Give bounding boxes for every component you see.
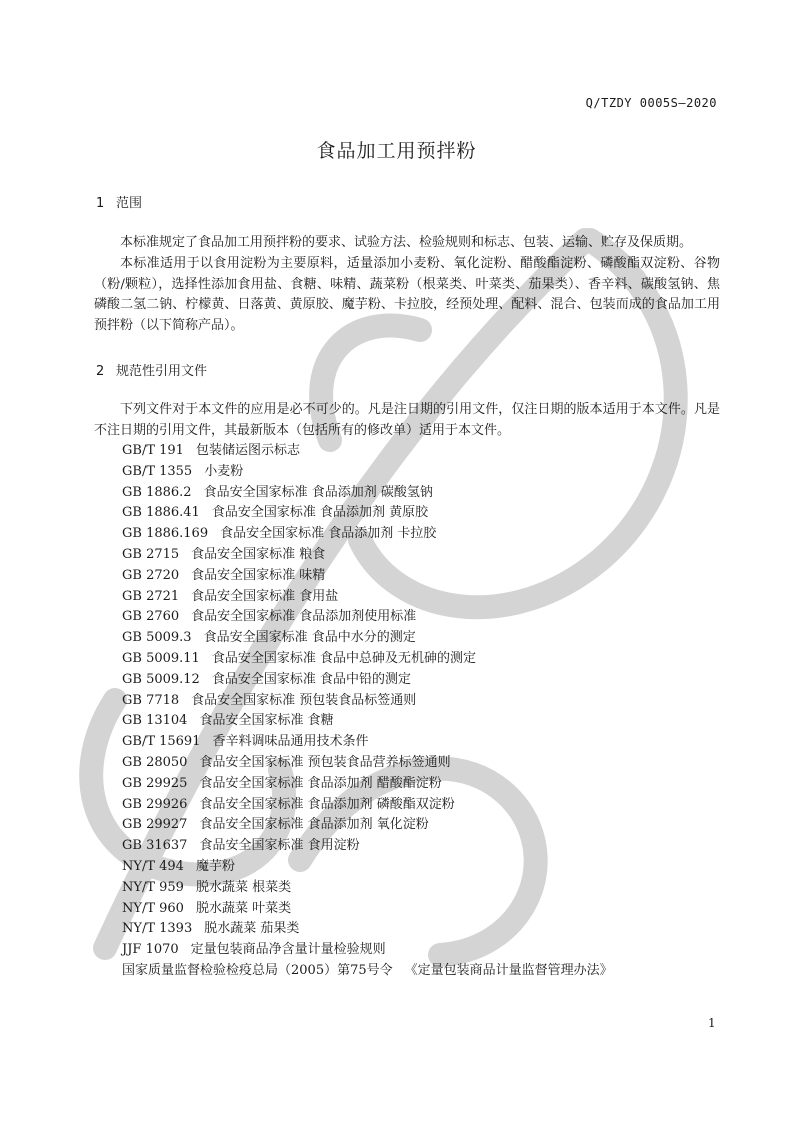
reference-item <box>122 753 613 774</box>
reference-item <box>122 961 613 982</box>
reference-item <box>122 711 613 732</box>
reference-item <box>122 878 613 899</box>
reference-code: GB 28050 <box>122 754 188 770</box>
reference-item <box>122 857 613 878</box>
reference-title: 食品安全国家标准 食用淀粉 <box>199 838 360 854</box>
reference-item <box>122 566 613 587</box>
reference-code: GB 29925 <box>122 775 188 791</box>
reference-title: 《定量包装商品计量监督管理办法》 <box>404 962 613 978</box>
reference-code: GB 7718 <box>122 692 180 708</box>
reference-title: 食品安全国家标准 食品添加剂 氧化淀粉 <box>199 817 429 833</box>
reference-code: GB/T 1355 <box>122 463 193 479</box>
section-heading-scope <box>96 192 142 211</box>
reference-title: 食品安全国家标准 食用盐 <box>191 588 339 604</box>
reference-code: GB 31637 <box>122 838 188 854</box>
reference-code: GB 2715 <box>122 546 180 562</box>
reference-code: GB 1886.2 <box>122 484 192 500</box>
reference-item <box>122 587 613 608</box>
section-number: 1 <box>96 196 105 211</box>
reference-code: NY/T 959 <box>122 879 184 895</box>
reference-title: 魔芋粉 <box>195 858 235 874</box>
reference-item <box>122 649 613 670</box>
reference-item <box>122 815 613 836</box>
reference-item <box>122 524 613 545</box>
scope-paragraph-2: 本标准适用于以食用淀粉为主要原料，适量添加小麦粉、氧化淀粉、醋酸酯淀粉、磷酸酯双淀粉、谷物（粉/颗粒），选择性添加食用盐、食糖、味精、蔬菜粉（根菜类、叶菜类、茄果类）、香辛料、碳酸氢钠、焦磷酸二氢二钠、柠檬黄、日落黄、黄原胶、魔芋粉、卡拉胶，经预处理、配料、混合、包装而成的食品加工用预拌粉（以下简称产品）。 <box>94 255 720 334</box>
references-intro: 下列文件对于本文件的应用是必不可少的。凡是注日期的引用文件，仅注日期的版本适用于本文件。凡是不注日期的引用文件，其最新版本（包括所有的修改单）适用于本文件。 <box>94 402 720 438</box>
reference-code: JJF 1070 <box>122 942 179 958</box>
reference-item <box>122 441 613 462</box>
reference-title: 食品安全国家标准 预包装食品营养标签通则 <box>199 754 451 770</box>
reference-code: GB/T 15691 <box>122 734 201 750</box>
reference-item <box>122 607 613 628</box>
reference-title: 小麦粉 <box>204 463 244 479</box>
reference-title: 食品安全国家标准 粮食 <box>191 546 326 562</box>
reference-code: GB 29926 <box>122 796 188 812</box>
reference-title: 香辛料调味品通用技术条件 <box>212 734 369 750</box>
reference-item <box>122 503 613 524</box>
section-number: 2 <box>96 364 105 379</box>
reference-code: GB 5009.11 <box>122 650 200 666</box>
reference-title: 脱水蔬菜 根菜类 <box>195 879 292 895</box>
reference-item <box>122 940 613 961</box>
reference-title: 食品安全国家标准 味精 <box>191 567 326 583</box>
scope-paragraph-1: 本标准规定了食品加工用预拌粉的要求、试验方法、检验规则和标志、包装、运输、贮存及保质期。 <box>120 235 693 250</box>
reference-list <box>122 441 613 982</box>
reference-title: 食品安全国家标准 食品添加剂 碳酸氢钠 <box>203 484 433 500</box>
reference-code: NY/T 960 <box>122 900 184 916</box>
reference-title: 食品安全国家标准 食品添加剂 卡拉胶 <box>220 526 437 542</box>
reference-title: 脱水蔬菜 茄果类 <box>204 921 300 937</box>
reference-title: 食品安全国家标准 食品中总砷及无机砷的测定 <box>211 650 476 666</box>
reference-item <box>122 670 613 691</box>
reference-item <box>122 836 613 857</box>
document-code: Q/TZDY 0005S—2020 <box>585 96 717 110</box>
page-number: 1 <box>708 1016 716 1030</box>
section-title: 规范性引用文件 <box>116 364 208 379</box>
reference-code: GB 2721 <box>122 588 180 604</box>
reference-title: 食品安全国家标准 食品添加剂使用标准 <box>191 609 417 625</box>
reference-code: GB 13104 <box>122 713 188 729</box>
reference-code: NY/T 1393 <box>122 921 193 937</box>
reference-item <box>122 483 613 504</box>
reference-item <box>122 774 613 795</box>
reference-item <box>122 899 613 920</box>
document-title: 食品加工用预拌粉 <box>316 140 477 162</box>
reference-code: NY/T 494 <box>122 858 184 874</box>
reference-item <box>122 919 613 940</box>
reference-item <box>122 795 613 816</box>
reference-code: GB 1886.169 <box>122 526 209 542</box>
reference-title: 食品安全国家标准 食品添加剂 磷酸酯双淀粉 <box>199 796 455 812</box>
reference-code: GB 5009.3 <box>122 630 192 646</box>
reference-title: 食品安全国家标准 预包装食品标签通则 <box>191 692 417 708</box>
reference-title: 食品安全国家标准 食品中水分的测定 <box>203 630 416 646</box>
reference-code: GB 2720 <box>122 567 180 583</box>
reference-title: 包装储运图示标志 <box>195 443 300 458</box>
reference-code: GB 29927 <box>122 817 188 833</box>
reference-code: GB 1886.41 <box>122 505 200 521</box>
section-title: 范围 <box>116 196 143 211</box>
reference-item <box>122 545 613 566</box>
reference-title: 食品安全国家标准 食品添加剂 黄原胶 <box>211 505 429 521</box>
reference-title: 脱水蔬菜 叶菜类 <box>195 900 292 916</box>
reference-code: GB/T 191 <box>122 443 184 458</box>
reference-title: 食品安全国家标准 食品添加剂 醋酸酯淀粉 <box>199 775 442 791</box>
section-heading-references <box>96 360 207 379</box>
reference-title: 食品安全国家标准 食品中铅的测定 <box>211 671 411 687</box>
reference-code: GB 2760 <box>122 609 180 625</box>
reference-code: GB 5009.12 <box>122 671 200 687</box>
reference-item <box>122 628 613 649</box>
reference-title: 定量包装商品净含量计量检验规则 <box>190 942 386 958</box>
reference-title: 食品安全国家标准 食糖 <box>199 713 334 729</box>
reference-item <box>122 462 613 483</box>
reference-item <box>122 691 613 712</box>
reference-code: 国家质量监督检验检疫总局（2005）第75号令 <box>122 962 393 978</box>
reference-item <box>122 732 613 753</box>
